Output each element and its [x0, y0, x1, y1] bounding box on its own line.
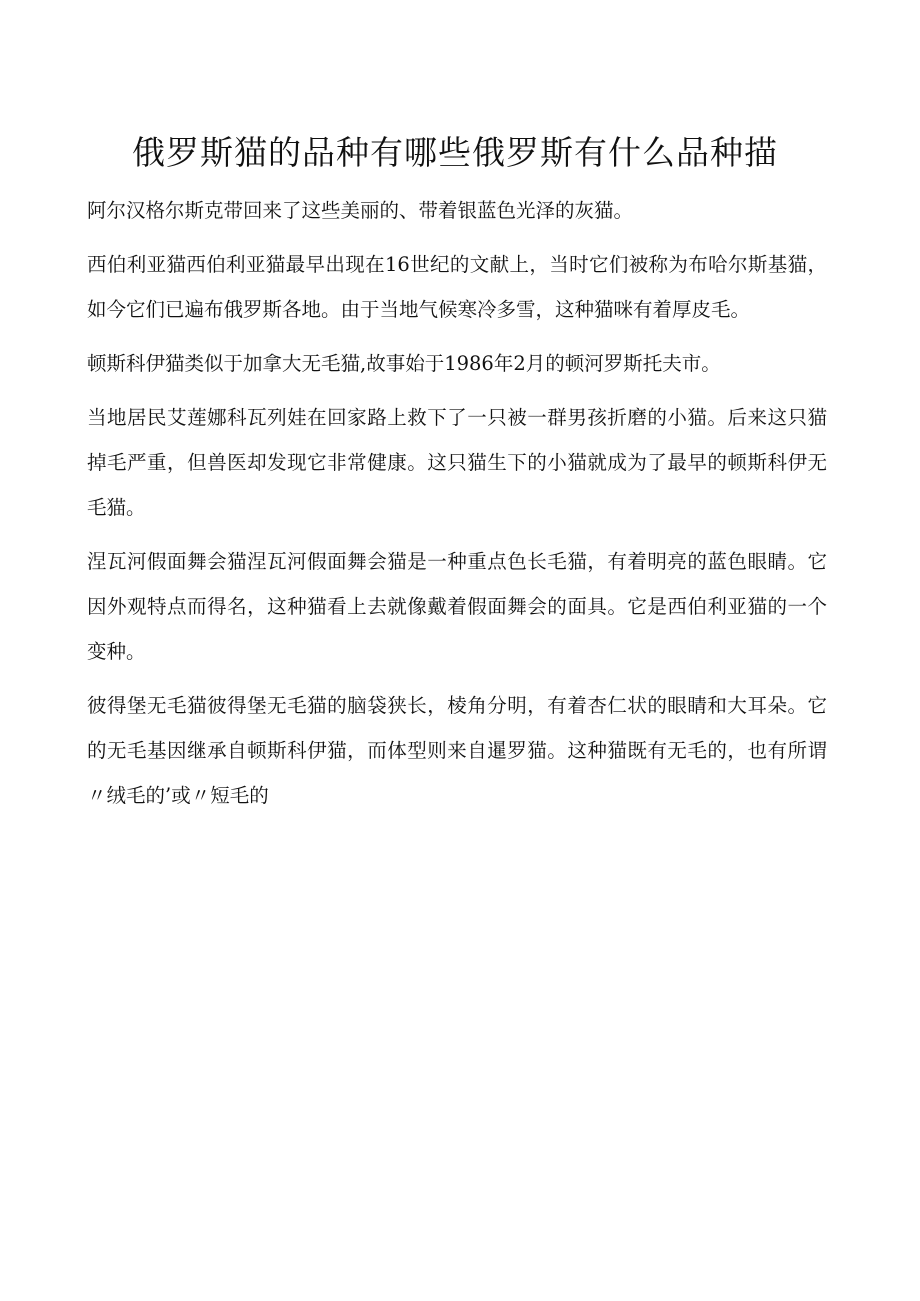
document-title: 俄罗斯猫的品种有哪些俄罗斯有什么品种描 — [132, 133, 778, 172]
paragraph-donskoy-origin: 当地居民艾莲娜科瓦列娃在回家路上救下了一只被一群男孩折磨的小猫。后来这只猫掉毛严重，但兽医却发现它非常健康。这只猫生下的小猫就成为了最早的顿斯科伊无毛猫。 — [87, 406, 827, 519]
paragraph-neva-masquerade-cat: 涅瓦河假面舞会猫涅瓦河假面舞会猫是一种重点色长毛猫，有着明亮的蓝色眼睛。它因外观特点而得名，这种猫看上去就像戴着假面舞会的面具。它是西伯利亚猫的一个变种。 — [87, 550, 827, 663]
paragraph-siberian-cat: 西伯利亚猫西伯利亚猫最早出现在16世纪的文献上，当时它们被称为布哈尔斯基猫，如今它们已遍布俄罗斯各地。由于当地气候寒冷多雪，这种猫咪有着厚皮毛。 — [87, 253, 827, 321]
paragraph-peterbald-cat: 彼得堡无毛猫彼得堡无毛猫的脑袋狭长，棱角分明，有着杏仁状的眼睛和大耳朵。它的无毛基因继承自顿斯科伊猫，而体型则来自暹罗猫。这种猫既有无毛的，也有所谓〃绒毛的’或〃短毛的 — [87, 694, 827, 807]
paragraph-donskoy-cat: 顿斯科伊猫类似于加拿大无毛猫,故事始于1986年2月的顿河罗斯托夫市。 — [87, 352, 721, 375]
paragraph-intro: 阿尔汉格尔斯克带回来了这些美丽的、带着银蓝色光泽的灰猫。 — [87, 199, 634, 222]
document-body — [87, 188, 827, 827]
